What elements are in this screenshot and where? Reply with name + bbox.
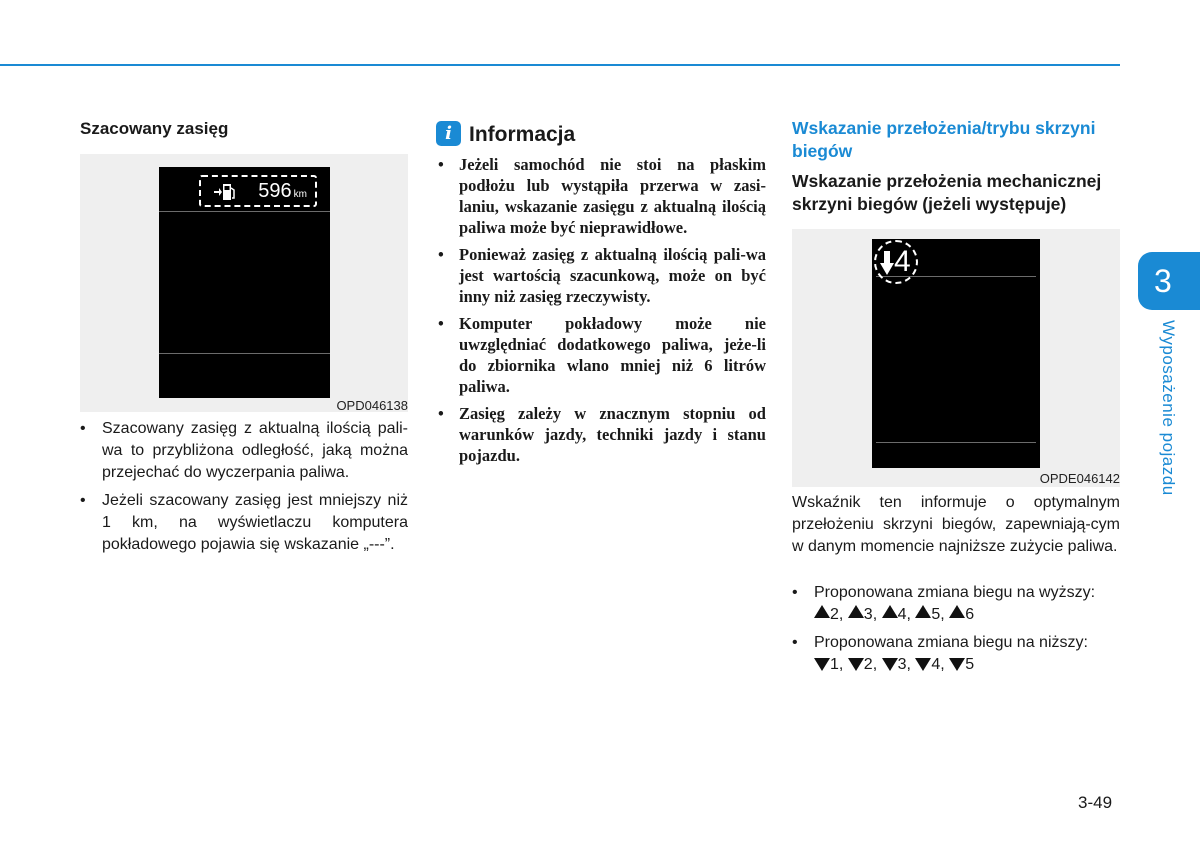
triangle-up-icon [882,605,898,618]
top-rule [0,64,1120,66]
fuel-pump-icon [213,182,237,202]
page-number: 3-49 [1078,793,1113,812]
gear-indicator [874,240,918,284]
screen-divider [159,211,330,212]
chapter-title: Wyposażenie pojazdu [1159,320,1178,496]
chapter-tab: 3 [1138,252,1200,310]
downshift-item: • Proponowana zmiana biegu na niższy: 1, 2, 3, 4, 5 [792,634,1088,673]
section-heading-range: Szacowany zasięg [80,119,229,138]
list-item: • Zasięg zależy w znacznym stopniu od warunków jazdy, techniki jazdy i stanu pojazdu. [438,404,766,465]
gear-number: 4 [894,245,911,278]
list-item: • Jeżeli szacowany zasięg jest mniejszy niż 1 km, na wyświetlaczu komputera pokładowego pojawia się wskazanie „---”. [80,492,408,553]
screen-divider [876,442,1036,443]
triangle-down-icon [848,658,864,671]
list-item: • Jeżeli samochód nie stoi na płaskim podłożu lub wystąpiła przerwa w zasi-laniu, wskazanie zasięgu z aktualną ilością paliwa może być nieprawidłowe. [438,155,766,237]
triangle-up-icon [915,605,931,618]
figure-code: OPDE046142 [1039,471,1120,486]
figure-code: OPD046138 [336,398,408,413]
range-display [199,175,317,207]
triangle-up-icon [949,605,965,618]
triangle-down-icon [882,658,898,671]
arrow-down-icon [880,250,894,276]
triangle-down-icon [949,658,965,671]
triangle-up-icon [814,605,830,618]
triangle-down-icon [814,658,830,671]
gear-description: Wskaźnik ten informuje o optymalnym przełożeniu skrzyni biegów, zapewniają-cym w danym momencie najniższe zużycie paliwa. [792,494,1120,555]
info-list [436,154,766,472]
screen-divider [159,353,330,354]
info-icon: i [436,121,461,146]
range-value: 596 [258,180,292,202]
list-item: • Ponieważ zasięg z aktualną ilością pali-wa jest wartością szacunkową, może on być inny niż zasięg rzeczywisty. [438,245,766,306]
range-unit: km [293,188,307,200]
triangle-down-icon [915,658,931,671]
triangle-up-icon [848,605,864,618]
range-bullets [80,418,408,562]
list-item: • Komputer pokładowy może nie uwzględniać dodatkowego paliwa, jeże-li do zbiornika wlano mniej niż 6 litrów paliwa. [438,314,766,396]
section-heading-gear: Wskazanie przełożenia/trybu skrzyni biegów [792,118,1096,161]
upshift-item: • Proponowana zmiana biegu na wyższy: 2, 3, 4, 5, 6 [792,584,1096,623]
shift-bullets [792,582,1120,682]
info-title: Informacja [469,123,576,146]
list-item: • Szacowany zasięg z aktualną ilością pali-wa to przybliżona odległość, jaką można przejechać do wyczerpania paliwa. [80,420,408,481]
subsection-heading: Wskazanie przełożenia mechanicznej skrzyni biegów (jeżeli występuje) [792,171,1102,214]
